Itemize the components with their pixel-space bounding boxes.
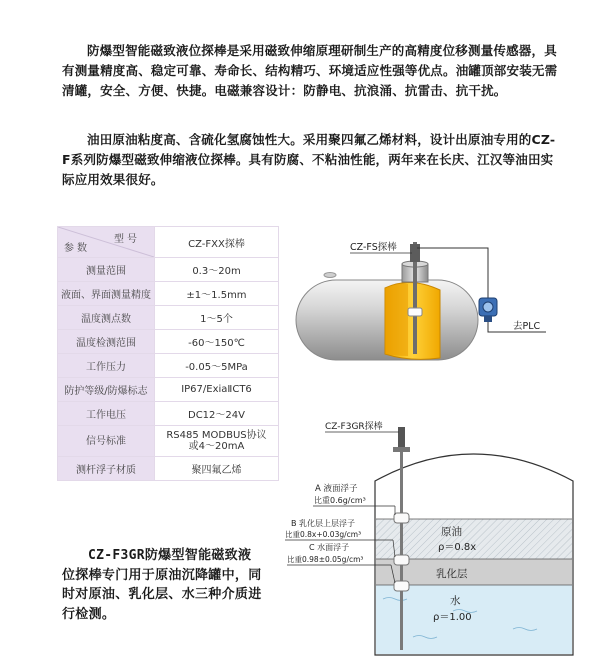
horizontal-tank-diagram bbox=[290, 228, 580, 378]
float-b-title: B 乳化层上层浮子 bbox=[291, 519, 356, 528]
probe-label: CZ-FS探棒 bbox=[350, 242, 397, 253]
spec-label: 测杆浮子材质 bbox=[58, 457, 155, 481]
settling-probe-flange bbox=[393, 447, 410, 452]
spec-value-line-1: RS485 MODBUS协议 bbox=[166, 430, 267, 441]
water-layer-density: ρ＝1.00 bbox=[433, 612, 472, 623]
header-model-value: CZ-FXX探棒 bbox=[155, 227, 279, 258]
header-param-label: 参数 bbox=[64, 243, 90, 254]
intro-paragraph-1 bbox=[62, 41, 562, 101]
float-a bbox=[394, 513, 409, 523]
spec-label: 温度检测范围 bbox=[58, 330, 155, 354]
spec-row bbox=[58, 426, 279, 457]
spec-header-row bbox=[58, 227, 279, 258]
spec-value: 0.3～20m bbox=[155, 258, 279, 282]
plc-label: 去PLC bbox=[513, 321, 541, 332]
settling-tank-diagram bbox=[283, 415, 583, 660]
float-b bbox=[394, 555, 409, 565]
spec-row bbox=[58, 354, 279, 378]
float-a-density: 比重0.6g/cm³ bbox=[314, 496, 366, 505]
spec-label: 防护等级/防爆标志 bbox=[58, 378, 155, 402]
intro-text-1: 防爆型智能磁致液位探棒是采用磁致伸缩原理研制生产的高精度位移测量传感器，具有测量精度高、稳定可靠、寿命长、结构精巧、环境适应性强等优点。油罐顶部安装无需清罐，安全、方便、快捷。电磁兼容设计：防静电、抗浪涌、抗雷击、抗干扰。 bbox=[62, 43, 558, 98]
spec-label: 工作电压 bbox=[58, 402, 155, 426]
spec-label: 测量范围 bbox=[58, 258, 155, 282]
header-model-label: 型号 bbox=[114, 234, 140, 245]
float-c-density: 比重0.98±0.05g/cm³ bbox=[287, 555, 364, 564]
spec-row bbox=[58, 457, 279, 481]
spec-label: 工作压力 bbox=[58, 354, 155, 378]
float-a-title: A 液面浮子 bbox=[315, 484, 358, 494]
spec-value-line-2: 或4～20mA bbox=[188, 441, 245, 452]
intro-text-2: 油田原油粘度高、含硫化氢腐蚀性大。采用聚四氟乙烯材料，设计出原油专用的CZ-F系列防爆型磁致伸缩液位探棒。具有防腐、不粘油性能，两年来在长庆、江汉等油田实际应用效果很好。 bbox=[62, 132, 556, 187]
spec-label: 温度测点数 bbox=[58, 306, 155, 330]
spec-value: ±1～1.5mm bbox=[155, 282, 279, 306]
spec-value: 1～5个 bbox=[155, 306, 279, 330]
float-b-density: 比重0.8x+0.03g/cm³ bbox=[285, 530, 362, 539]
spec-value: 聚四氟乙烯 bbox=[155, 457, 279, 481]
spec-value: -60～150℃ bbox=[155, 330, 279, 354]
transmitter-mount bbox=[484, 316, 492, 322]
spec-value-multiline bbox=[155, 426, 279, 457]
oil-layer-name: 原油 bbox=[441, 526, 462, 538]
spec-row bbox=[58, 330, 279, 354]
spec-value: IP67/ExiaⅡCT6 bbox=[155, 378, 279, 402]
oil-layer-density: ρ＝0.8x bbox=[438, 542, 477, 553]
settling-probe-label: CZ-F3GR探棒 bbox=[325, 422, 383, 432]
settling-probe-rod bbox=[400, 452, 403, 650]
water-layer bbox=[376, 585, 572, 654]
emulsion-layer-name: 乳化层 bbox=[436, 568, 468, 580]
spec-row bbox=[58, 306, 279, 330]
transmitter-dial bbox=[483, 302, 493, 312]
intro-paragraph-2 bbox=[62, 130, 562, 190]
tank-port bbox=[324, 273, 336, 278]
spec-row bbox=[58, 258, 279, 282]
bottom-text: CZ-F3GR防爆型智能磁致液位探棒专门用于原油沉降罐中，同时对原油、乳化层、水三种介质进行检测。 bbox=[62, 548, 262, 622]
spec-value: DC12～24V bbox=[155, 402, 279, 426]
spec-label: 液面、界面测量精度 bbox=[58, 282, 155, 306]
probe-float bbox=[408, 308, 422, 316]
spec-table bbox=[57, 226, 279, 481]
spec-row bbox=[58, 378, 279, 402]
crude-oil-tint bbox=[376, 519, 572, 559]
float-c-title: C 水面浮子 bbox=[309, 543, 350, 552]
water-layer-name: 水 bbox=[450, 595, 461, 607]
spec-label: 信号标准 bbox=[58, 426, 155, 457]
spec-value: -0.05～5MPa bbox=[155, 354, 279, 378]
tank-cutaway-shade bbox=[385, 284, 408, 357]
spec-row bbox=[58, 282, 279, 306]
settling-probe-head bbox=[398, 427, 405, 447]
spec-header-corner bbox=[58, 227, 155, 258]
float-c bbox=[394, 581, 409, 591]
spec-row bbox=[58, 402, 279, 426]
bottom-paragraph bbox=[62, 546, 262, 624]
